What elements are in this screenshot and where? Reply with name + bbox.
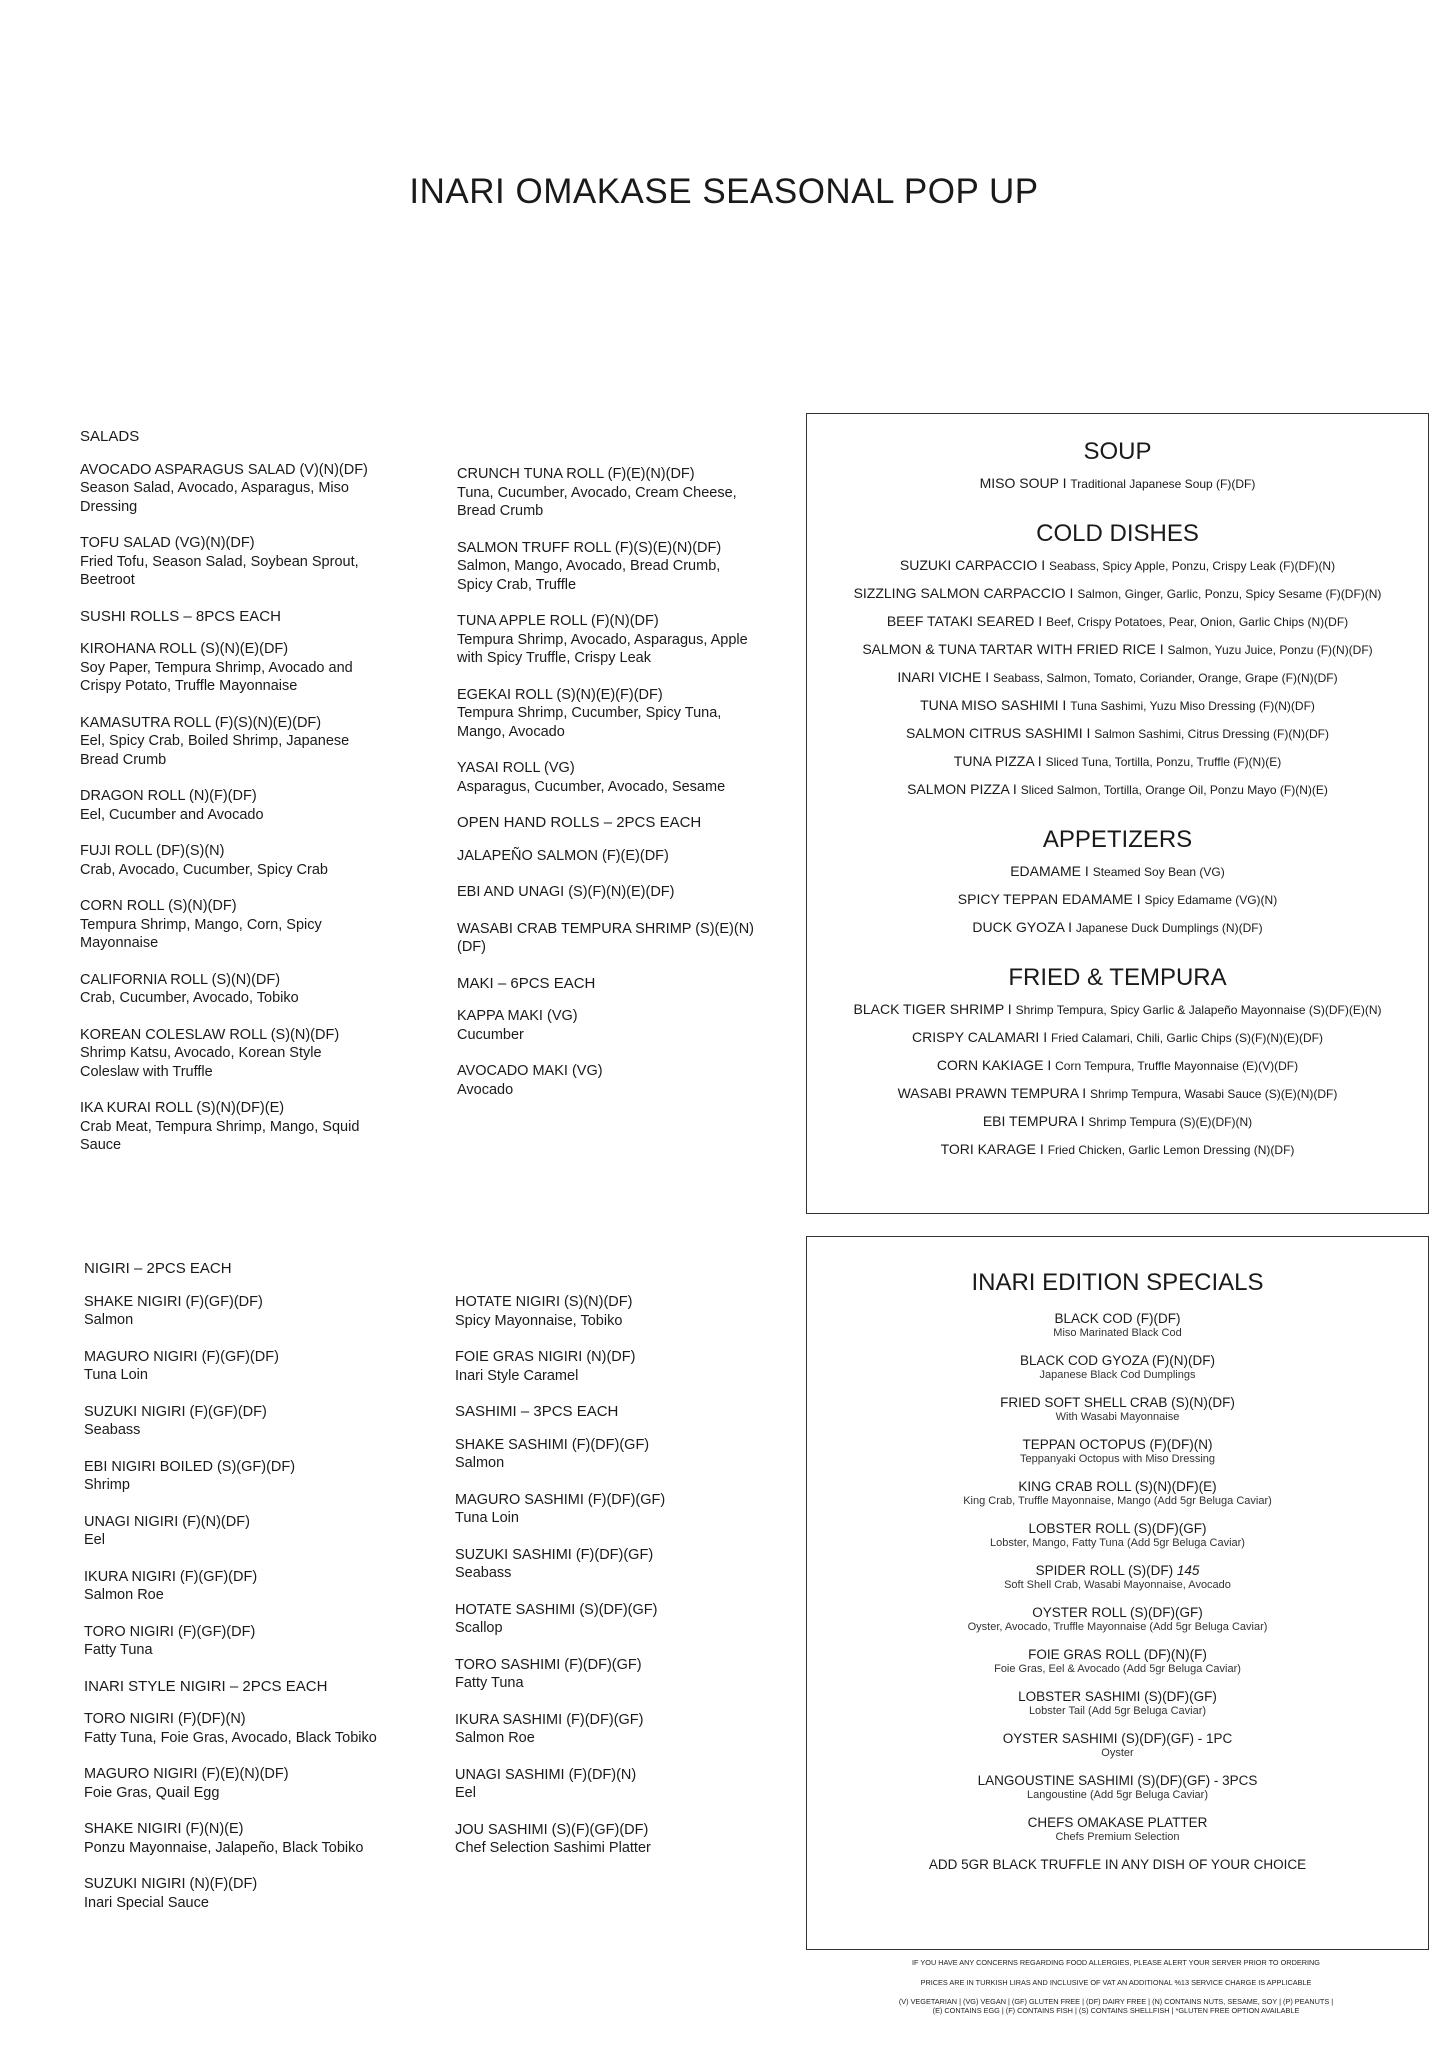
item-name: YASAI ROLL (VG) [457,760,575,776]
item-name: AVOCADO MAKI (VG) [457,1063,603,1079]
item-description: Season Salad, Avocado, Asparagus, Miso Dressing [80,480,349,515]
item-description: Shrimp Katsu, Avocado, Korean Style Coleslaw with Truffle [80,1045,322,1080]
item-description: Seabass [455,1565,512,1581]
section-heading: SALADS [80,428,140,445]
item-name: UNAGI NIGIRI (F)(N)(DF) [84,1513,250,1530]
dish-description: Shrimp Tempura, Spicy Garlic & Jalapeño Mayonnaise (S)(DF)(E)(N) [1015,1003,1382,1017]
dish-line [807,1052,1428,1080]
separator-icon: I [1037,557,1049,573]
dish-line [807,776,1428,804]
item-name: JOU SASHIMI (S)(F)(GF)(DF) [455,1821,649,1838]
column-nigiri [84,1260,384,1930]
dish-name: TUNA MISO SASHIMI [920,697,1059,713]
special-item [807,1605,1428,1634]
menu-item [457,465,757,521]
dish-description: Salmon, Ginger, Garlic, Ponzu, Spicy Sesame (F)(DF)(N) [1077,587,1382,601]
dish-description: Fried Calamari, Chili, Garlic Chips (S)(F)(N)(E)(DF) [1051,1031,1324,1045]
separator-icon: I [1003,1001,1016,1017]
item-description: Salmon, Mango, Avocado, Bread Crumb, Spicy Crab, Truffle [457,558,721,593]
menu-item [455,1293,755,1330]
dish-name: EDAMAME [1010,863,1082,879]
menu-item [455,1546,755,1583]
special-name [807,1815,1428,1831]
column-sashimi [455,1293,755,1876]
dish-line [807,580,1428,608]
special-description: Foie Gras, Eel & Avocado (Add 5gr Beluga Caviar) [994,1663,1241,1675]
item-name: SHAKE NIGIRI (F)(N)(E) [84,1821,244,1837]
menu-item [80,640,370,696]
separator-icon: I [1078,1085,1090,1101]
menu-item [84,1710,384,1747]
item-description: Seabass [84,1422,141,1438]
item-name: SUZUKI NIGIRI (F)(GF)(DF) [84,1403,267,1420]
item-description: Salmon Roe [84,1587,164,1603]
separator-icon: I [1058,475,1071,491]
dish-description: Salmon Sashimi, Citrus Dressing (F)(N)(DF) [1094,727,1329,741]
special-description: With Wasabi Mayonnaise [1055,1411,1180,1423]
footer-allergy: IF YOU HAVE ANY CONCERNS REGARDING FOOD ALLERGIES, PLEASE ALERT YOUR SERVER PRIOR TO ORDERING [912,1958,1320,1967]
separator-icon: I [1034,613,1047,629]
section-heading: MAKI – 6PCS EACH [457,974,596,992]
menu-item [455,1711,755,1748]
truffle-note: ADD 5GR BLACK TRUFFLE IN ANY DISH OF YOUR CHOICE [928,1857,1307,1872]
menu-item [84,1293,384,1330]
separator-icon: I [1058,697,1071,713]
item-name: HOTATE NIGIRI (S)(N)(DF) [455,1294,633,1310]
dish-name: SUZUKI CARPACCIO [899,557,1038,573]
item-name: TUNA APPLE ROLL (F)(N)(DF) [457,613,659,629]
item-name: TOFU SALAD (VG)(N)(DF) [80,535,255,551]
item-description: Ponzu Mayonnaise, Jalapeño, Black Tobiko [84,1839,364,1856]
separator-icon: I [1036,1141,1048,1157]
dish-description: Tuna Sashimi, Yuzu Miso Dressing (F)(N)(DF) [1070,699,1315,713]
menu-item [84,1765,384,1802]
special-item [807,1395,1428,1424]
menu-item [84,1348,384,1385]
menu-item [84,1403,384,1440]
dish-line [807,692,1428,720]
special-item [807,1815,1428,1844]
dish-line [807,996,1428,1024]
special-name [807,1437,1428,1453]
cold-title: COLD DISHES [1036,520,1199,547]
item-description: Eel, Cucumber and Avocado [80,806,264,823]
dish-line [807,636,1428,664]
section-heading: SUSHI ROLLS – 8PCS EACH [80,607,281,625]
hot-cold-box [806,413,1429,1214]
separator-icon: I [1132,891,1145,907]
special-name-text: FRIED SOFT SHELL CRAB (S)(N)(DF) [1000,1395,1235,1410]
special-item [807,1521,1428,1550]
menu-item [457,920,757,957]
dish-name: MISO SOUP [979,475,1059,491]
special-name-text: LOBSTER SASHIMI (S)(DF)(GF) [1018,1689,1217,1704]
item-name: SUZUKI SASHIMI (F)(DF)(GF) [455,1546,654,1563]
menu-item [84,1458,384,1495]
special-description: Langoustine (Add 5gr Beluga Caviar) [1026,1789,1208,1801]
dish-line [807,664,1428,692]
item-name: SALMON TRUFF ROLL (F)(S)(E)(N)(DF) [457,539,722,556]
menu-item [455,1821,755,1858]
dish-line [807,552,1428,580]
menu-item [80,787,370,824]
item-name: UNAGI SASHIMI (F)(DF)(N) [455,1766,637,1783]
dish-name: TUNA PIZZA [953,753,1034,769]
special-item [807,1563,1428,1592]
specials-title: INARI EDITION SPECIALS [971,1269,1264,1296]
special-name [807,1647,1428,1663]
soup-title: SOUP [1083,438,1152,465]
item-description: Fatty Tuna [455,1675,524,1691]
dish-name: TORI KARAGE [940,1141,1037,1157]
dish-name: SALMON PIZZA [907,781,1010,797]
separator-icon: I [1082,725,1095,741]
separator-icon: I [1043,1057,1056,1073]
separator-icon: I [1065,585,1078,601]
item-description: Crab Meat, Tempura Shrimp, Mango, Squid Sauce [80,1118,360,1153]
menu-item [84,1875,384,1912]
menu-item [457,847,757,866]
item-description: Inari Special Sauce [84,1894,209,1911]
special-name [807,1605,1428,1621]
menu-item [455,1436,755,1473]
specials-box [806,1236,1429,1950]
dish-line [807,608,1428,636]
fried-title: FRIED & TEMPURA [1008,964,1227,991]
item-description: Crab, Cucumber, Avocado, Tobiko [80,990,299,1006]
dish-description: Shrimp Tempura, Wasabi Sauce (S)(E)(N)(DF) [1090,1087,1338,1101]
special-name-text: BLACK COD (F)(DF) [1054,1311,1181,1326]
item-description: Fried Tofu, Season Salad, Soybean Sprout, Beetroot [80,553,359,588]
menu-item [457,1007,757,1044]
menu-item [455,1348,755,1385]
item-description: Tempura Shrimp, Avocado, Asparagus, Apple with Spicy Truffle, Crispy Leak [457,631,748,666]
item-description: Crab, Avocado, Cucumber, Spicy Crab [80,861,328,878]
item-name: IKA KURAI ROLL (S)(N)(DF)(E) [80,1100,285,1116]
special-description: Teppanyaki Octopus with Miso Dressing [1019,1453,1216,1465]
dish-name: WASABI PRAWN TEMPURA [897,1085,1079,1101]
special-name [807,1479,1428,1495]
section-heading: OPEN HAND ROLLS – 2PCS EACH [457,814,702,831]
dish-line [807,858,1428,886]
item-description: Eel [84,1532,105,1548]
menu-item [455,1766,755,1803]
dish-line [807,470,1428,498]
dish-name: INARI VICHE [897,669,982,685]
separator-icon: I [1009,781,1021,797]
special-name [807,1731,1428,1747]
menu-item [80,897,370,953]
dish-description: Seabass, Spicy Apple, Ponzu, Crispy Leak (F)(DF)(N) [1049,559,1336,573]
item-description: Scallop [455,1620,503,1636]
menu-item [80,842,370,879]
item-name: CALIFORNIA ROLL (S)(N)(DF) [80,971,281,988]
item-description: Shrimp [84,1477,130,1493]
item-name: EGEKAI ROLL (S)(N)(E)(F)(DF) [457,686,663,703]
dish-description: Salmon, Yuzu Juice, Ponzu (F)(N)(DF) [1167,643,1373,657]
item-name: TORO NIGIRI (F)(DF)(N) [84,1711,246,1727]
item-name: KAMASUTRA ROLL (F)(S)(N)(E)(DF) [80,714,322,731]
item-name: SHAKE SASHIMI (F)(DF)(GF) [455,1436,650,1453]
dish-line [807,1136,1428,1164]
separator-icon: I [1039,1029,1051,1045]
item-name: SHAKE NIGIRI (F)(GF)(DF) [84,1293,263,1310]
item-name: EBI NIGIRI BOILED (S)(GF)(DF) [84,1458,296,1475]
item-name: CRUNCH TUNA ROLL (F)(E)(N)(DF) [457,466,695,482]
section-heading: SASHIMI – 3PCS EACH [455,1403,619,1420]
dish-name: CRISPY CALAMARI [911,1029,1040,1045]
special-name-text: LOBSTER ROLL (S)(DF)(GF) [1028,1521,1207,1536]
special-name [807,1311,1428,1327]
item-description: Salmon [84,1312,134,1328]
dish-name: SPICY TEPPAN EDAMAME [957,891,1133,907]
item-description: Avocado [457,1081,514,1098]
dish-name: CORN KAKIAGE [936,1057,1044,1073]
menu-item [80,534,370,590]
item-name: MAGURO SASHIMI (F)(DF)(GF) [455,1491,666,1508]
separator-icon: I [1155,641,1168,657]
dish-name: EBI TEMPURA [982,1113,1077,1129]
menu-item [457,539,757,595]
dish-description: Corn Tempura, Truffle Mayonnaise (E)(V)(DF) [1055,1059,1299,1073]
special-name [807,1353,1428,1369]
special-description: Lobster, Mango, Fatty Tuna (Add 5gr Beluga Caviar) [990,1537,1245,1549]
item-description: Tempura Shrimp, Mango, Corn, Spicy Mayonnaise [80,916,322,951]
item-name: HOTATE SASHIMI (S)(DF)(GF) [455,1601,658,1618]
item-name: FOIE GRAS NIGIRI (N)(DF) [455,1349,636,1365]
special-description: King Crab, Truffle Mayonnaise, Mango (Add 5gr Beluga Caviar) [963,1495,1272,1507]
special-name [807,1395,1428,1411]
special-name-text: OYSTER SASHIMI (S)(DF)(GF) - 1PC [1002,1731,1233,1746]
special-description: Lobster Tail (Add 5gr Beluga Caviar) [1028,1705,1207,1717]
item-description: Tuna Loin [455,1510,519,1526]
item-description: Eel, Spicy Crab, Boiled Shrimp, Japanese Bread Crumb [80,733,350,768]
dish-description: Beef, Crispy Potatoes, Pear, Onion, Garlic Chips (N)(DF) [1046,615,1349,629]
dish-name: BLACK TIGER SHRIMP [853,1001,1004,1017]
dish-line [807,886,1428,914]
item-description: Foie Gras, Quail Egg [84,1784,220,1801]
separator-icon: I [1064,919,1076,935]
dish-line [807,914,1428,942]
special-item [807,1773,1428,1802]
separator-icon: I [1033,753,1046,769]
footer-prices: PRICES ARE IN TURKISH LIRAS AND INCLUSIVE OF VAT AN ADDITIONAL %13 SERVICE CHARGE IS APPLICABLE [920,1978,1312,1987]
menu-item [457,883,757,902]
special-name-text: BLACK COD GYOZA (F)(N)(DF) [1020,1353,1215,1368]
dish-name: SALMON CITRUS SASHIMI [906,725,1083,741]
item-name: DRAGON ROLL (N)(F)(DF) [80,788,257,804]
column-salads-rolls [80,428,370,1173]
special-name-text: KING CRAB ROLL (S)(N)(DF)(E) [1018,1479,1217,1494]
special-name-text: CHEFS OMAKASE PLATTER [1027,1815,1208,1830]
footer-legend-1: (V) VEGETARIAN | (VG) VEGAN | (GF) GLUTEN FREE | (DF) DAIRY FREE | (N) CONTAINS NUTS, SESAME, SOY | (P) PEANUTS | [898,1997,1334,2006]
item-description: Tuna Loin [84,1367,148,1383]
menu-item [457,686,757,742]
dish-name: BEEF TATAKI SEARED [886,613,1035,629]
item-description: Eel [455,1785,476,1801]
section-heading: NIGIRI – 2PCS EACH [84,1260,232,1277]
special-item [807,1731,1428,1760]
menu-item [80,461,370,517]
dish-line [807,1080,1428,1108]
special-name-text: LANGOUSTINE SASHIMI (S)(DF)(GF) - 3PCS [977,1773,1258,1788]
dish-description: Seabass, Salmon, Tomato, Coriander, Orange, Grape (F)(N)(DF) [993,671,1338,685]
item-name: KOREAN COLESLAW ROLL (S)(N)(DF) [80,1026,340,1043]
menu-item [455,1656,755,1693]
menu-item [80,1099,370,1155]
dish-description: Traditional Japanese Soup (F)(DF) [1070,477,1256,491]
item-description: Cucumber [457,1026,524,1043]
dish-name: SALMON & TUNA TARTAR WITH FRIED RICE [862,641,1156,657]
special-name-text: SPIDER ROLL (S)(DF) [1035,1563,1174,1578]
item-description: Tempura Shrimp, Cucumber, Spicy Tuna, Mango, Avocado [457,705,722,740]
special-item [807,1311,1428,1340]
special-description: Chefs Premium Selection [1055,1831,1180,1843]
item-description: Chef Selection Sashimi Platter [455,1840,651,1856]
item-name: CORN ROLL (S)(N)(DF) [80,898,237,914]
special-description: Japanese Black Cod Dumplings [1039,1369,1196,1381]
item-description: Asparagus, Cucumber, Avocado, Sesame [457,778,726,795]
special-price: 145 [1176,1563,1200,1578]
special-name-text: TEPPAN OCTOPUS (F)(DF)(N) [1022,1437,1213,1452]
menu-item [84,1513,384,1550]
menu-title: INARI OMAKASE SEASONAL POP UP [409,172,1039,211]
menu-item [80,971,370,1008]
special-item [807,1353,1428,1382]
special-description: Oyster, Avocado, Truffle Mayonnaise (Add 5gr Beluga Caviar) [967,1621,1268,1633]
item-description: Fatty Tuna, Foie Gras, Avocado, Black Tobiko [84,1729,377,1746]
menu-item [457,612,757,668]
dish-name: SIZZLING SALMON CARPACCIO [853,585,1066,601]
special-name [807,1773,1428,1789]
dish-description: Japanese Duck Dumplings (N)(DF) [1075,921,1263,935]
dish-description: Sliced Salmon, Tortilla, Orange Oil, Ponzu Mayo (F)(N)(E) [1020,783,1328,797]
item-description: Salmon Roe [455,1730,535,1746]
item-name: TORO NIGIRI (F)(GF)(DF) [84,1623,256,1640]
item-description: Spicy Mayonnaise, Tobiko [455,1312,623,1329]
dish-description: Spicy Edamame (VG)(N) [1144,893,1278,907]
item-name: WASABI CRAB TEMPURA SHRIMP (S)(E)(N)(DF) [457,920,755,955]
special-name [807,1563,1428,1579]
item-name: JALAPEÑO SALMON (F)(E)(DF) [457,847,669,864]
special-item [807,1479,1428,1508]
menu-item [80,714,370,770]
special-item [807,1689,1428,1718]
item-description: Tuna, Cucumber, Avocado, Cream Cheese, Bread Crumb [457,484,737,519]
footer-legend-2: (E) CONTAINS EGG | (F) CONTAINS FISH | (S) CONTAINS SHELLFISH | *GLUTEN FREE OPTION AVAILABLE [932,2006,1300,2015]
separator-icon: I [981,669,994,685]
footer-notes [806,1958,1426,2015]
special-description: Miso Marinated Black Cod [1053,1327,1182,1339]
dish-description: Sliced Tuna, Tortilla, Ponzu, Truffle (F)(N)(E) [1045,755,1282,769]
dish-name: DUCK GYOZA [972,919,1065,935]
special-name [807,1689,1428,1705]
special-name-text: FOIE GRAS ROLL (DF)(N)(F) [1028,1647,1207,1662]
dish-description: Shrimp Tempura (S)(E)(DF)(N) [1088,1115,1253,1129]
section-heading: INARI STYLE NIGIRI – 2PCS EACH [84,1677,328,1695]
dish-line [807,1024,1428,1052]
appetizers-title: APPETIZERS [1042,826,1193,853]
dish-description: Fried Chicken, Garlic Lemon Dressing (N)(DF) [1047,1143,1295,1157]
item-name: IKURA SASHIMI (F)(DF)(GF) [455,1711,644,1728]
separator-icon: I [1076,1113,1089,1129]
special-description: Oyster [1101,1747,1134,1759]
item-description: Salmon [455,1455,505,1471]
dish-description: Steamed Soy Bean (VG) [1092,865,1225,879]
item-name: KIROHANA ROLL (S)(N)(E)(DF) [80,641,289,657]
menu-item [455,1601,755,1638]
menu-item [80,1026,370,1082]
item-name: EBI AND UNAGI (S)(F)(N)(E)(DF) [457,884,675,900]
item-description: Fatty Tuna [84,1642,153,1658]
item-name: SUZUKI NIGIRI (N)(F)(DF) [84,1876,258,1892]
dish-line [807,720,1428,748]
item-name: KAPPA MAKI (VG) [457,1008,578,1024]
menu-item [84,1820,384,1857]
item-name: TORO SASHIMI (F)(DF)(GF) [455,1656,642,1673]
item-name: FUJI ROLL (DF)(S)(N) [80,843,225,859]
item-name: MAGURO NIGIRI (F)(E)(N)(DF) [84,1766,289,1782]
menu-item [455,1491,755,1528]
special-name [807,1521,1428,1537]
menu-item [457,1062,757,1099]
item-name: IKURA NIGIRI (F)(GF)(DF) [84,1568,258,1585]
special-item [807,1647,1428,1676]
item-description: Soy Paper, Tempura Shrimp, Avocado and Crispy Potato, Truffle Mayonnaise [80,659,353,694]
special-item [807,1437,1428,1466]
separator-icon: I [1081,863,1093,879]
item-name: AVOCADO ASPARAGUS SALAD (V)(N)(DF) [80,461,368,478]
special-name-text: OYSTER ROLL (S)(DF)(GF) [1032,1605,1203,1620]
special-description: Soft Shell Crab, Wasabi Mayonnaise, Avocado [1004,1579,1231,1591]
item-description: Inari Style Caramel [455,1367,579,1384]
menu-item [84,1623,384,1660]
dish-line [807,748,1428,776]
menu-item [84,1568,384,1605]
dish-line [807,1108,1428,1136]
item-name: MAGURO NIGIRI (F)(GF)(DF) [84,1348,279,1365]
menu-item [457,759,757,796]
column-rolls-maki [457,465,757,1117]
